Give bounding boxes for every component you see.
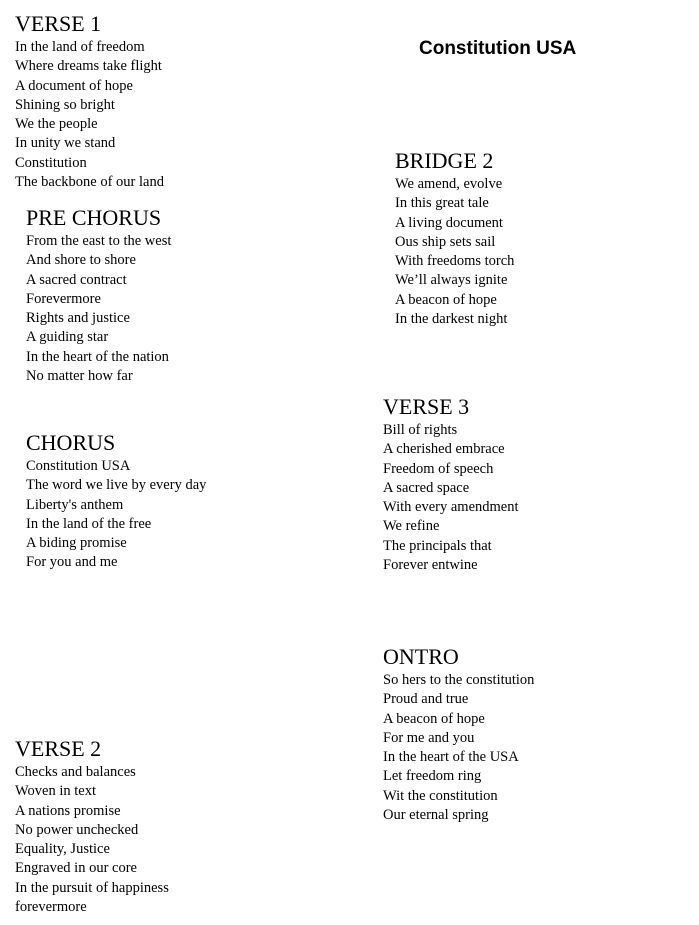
lyric-line: Equality, Justice — [15, 841, 110, 858]
lyric-line: Freedom of speech — [383, 460, 494, 477]
lyric-line: A biding promise — [26, 535, 127, 552]
lyric-line: In the heart of the nation — [26, 348, 169, 365]
section-heading: VERSE 1 — [15, 11, 102, 36]
section-heading: VERSE 2 — [15, 736, 102, 761]
lyric-line: A guiding star — [26, 329, 109, 346]
section-heading: VERSE 3 — [383, 394, 470, 419]
lyric-line: In this great tale — [395, 195, 489, 212]
lyric-line: In the pursuit of happiness — [15, 879, 169, 896]
lyric-lines — [383, 671, 534, 825]
lyric-lines — [15, 763, 169, 917]
lyric-line: Forevermore — [26, 290, 101, 307]
lyric-line: A sacred space — [383, 479, 470, 496]
lyric-line: In the heart of the USA — [383, 749, 519, 766]
section-heading: BRIDGE 2 — [395, 148, 494, 173]
lyric-line: With freedoms torch — [395, 253, 515, 270]
section-verse-3 — [383, 396, 519, 575]
lyric-line: The word we live by every day — [26, 477, 207, 494]
lyric-line: From the east to the west — [26, 233, 172, 249]
lyric-line: The principals that — [383, 537, 492, 554]
lyric-line: No power unchecked — [15, 821, 139, 838]
lyric-line: In the land of the free — [26, 515, 152, 532]
lyric-line: The backbone of our land — [15, 174, 164, 191]
lyric-line: Where dreams take flight — [15, 58, 162, 75]
lyric-line: In the darkest night — [395, 311, 508, 328]
lyric-line: So hers to the constitution — [383, 672, 535, 688]
lyric-line: For you and me — [26, 554, 118, 571]
lyric-line: For me and you — [383, 729, 475, 746]
section-ontro — [383, 646, 534, 825]
lyric-line: Constitution USA — [26, 458, 131, 474]
lyric-line: Our eternal spring — [383, 807, 489, 824]
lyric-line: We the people — [15, 116, 98, 133]
lyric-lines — [26, 457, 206, 573]
lyric-line: Constitution — [15, 154, 87, 171]
lyric-line: A nations promise — [15, 802, 121, 819]
section-chorus — [26, 432, 206, 573]
section-bridge-2 — [395, 150, 514, 329]
lyric-lines — [15, 38, 164, 192]
lyric-line: forevermore — [15, 899, 87, 916]
lyric-line: Liberty's anthem — [26, 496, 124, 513]
lyric-line: A document of hope — [15, 77, 133, 94]
lyric-lines — [26, 232, 171, 386]
lyric-line: Checks and balances — [15, 764, 136, 780]
lyric-line: A beacon of hope — [383, 710, 485, 727]
document-title: Constitution USA — [419, 38, 577, 59]
lyric-line: Wit the constitution — [383, 787, 498, 804]
lyric-line: In the land of freedom — [15, 39, 145, 55]
lyric-line: With every amendment — [383, 499, 519, 516]
lyric-line: And shore to shore — [26, 252, 136, 269]
lyric-line: We refine — [383, 518, 440, 535]
lyric-lines — [383, 421, 519, 575]
lyric-line: No matter how far — [26, 368, 133, 385]
section-verse-1 — [15, 13, 164, 192]
lyric-line: A sacred contract — [26, 271, 127, 288]
lyric-line: Rights and justice — [26, 310, 130, 327]
lyric-line: Bill of rights — [383, 422, 458, 438]
lyric-line: Shining so bright — [15, 96, 115, 113]
section-heading: CHORUS — [26, 430, 116, 455]
section-heading: PRE CHORUS — [26, 205, 162, 230]
lyric-line: Proud and true — [383, 691, 469, 708]
lyric-line: A cherished embrace — [383, 441, 505, 458]
lyric-line: In unity we stand — [15, 135, 116, 152]
section-pre-chorus — [26, 207, 171, 386]
lyric-line: Woven in text — [15, 783, 96, 800]
lyric-line: A living document — [395, 214, 503, 231]
section-heading: ONTRO — [383, 644, 459, 669]
lyric-line: Ous ship sets sail — [395, 233, 496, 250]
lyric-line: Let freedom ring — [383, 768, 482, 785]
lyric-line: A beacon of hope — [395, 291, 497, 308]
lyric-line: We amend, evolve — [395, 176, 503, 192]
lyric-line: We’ll always ignite — [395, 272, 508, 289]
lyric-line: Forever entwine — [383, 557, 478, 574]
lyric-line: Engraved in our core — [15, 860, 137, 877]
section-verse-2 — [15, 738, 169, 917]
lyric-lines — [395, 175, 514, 329]
